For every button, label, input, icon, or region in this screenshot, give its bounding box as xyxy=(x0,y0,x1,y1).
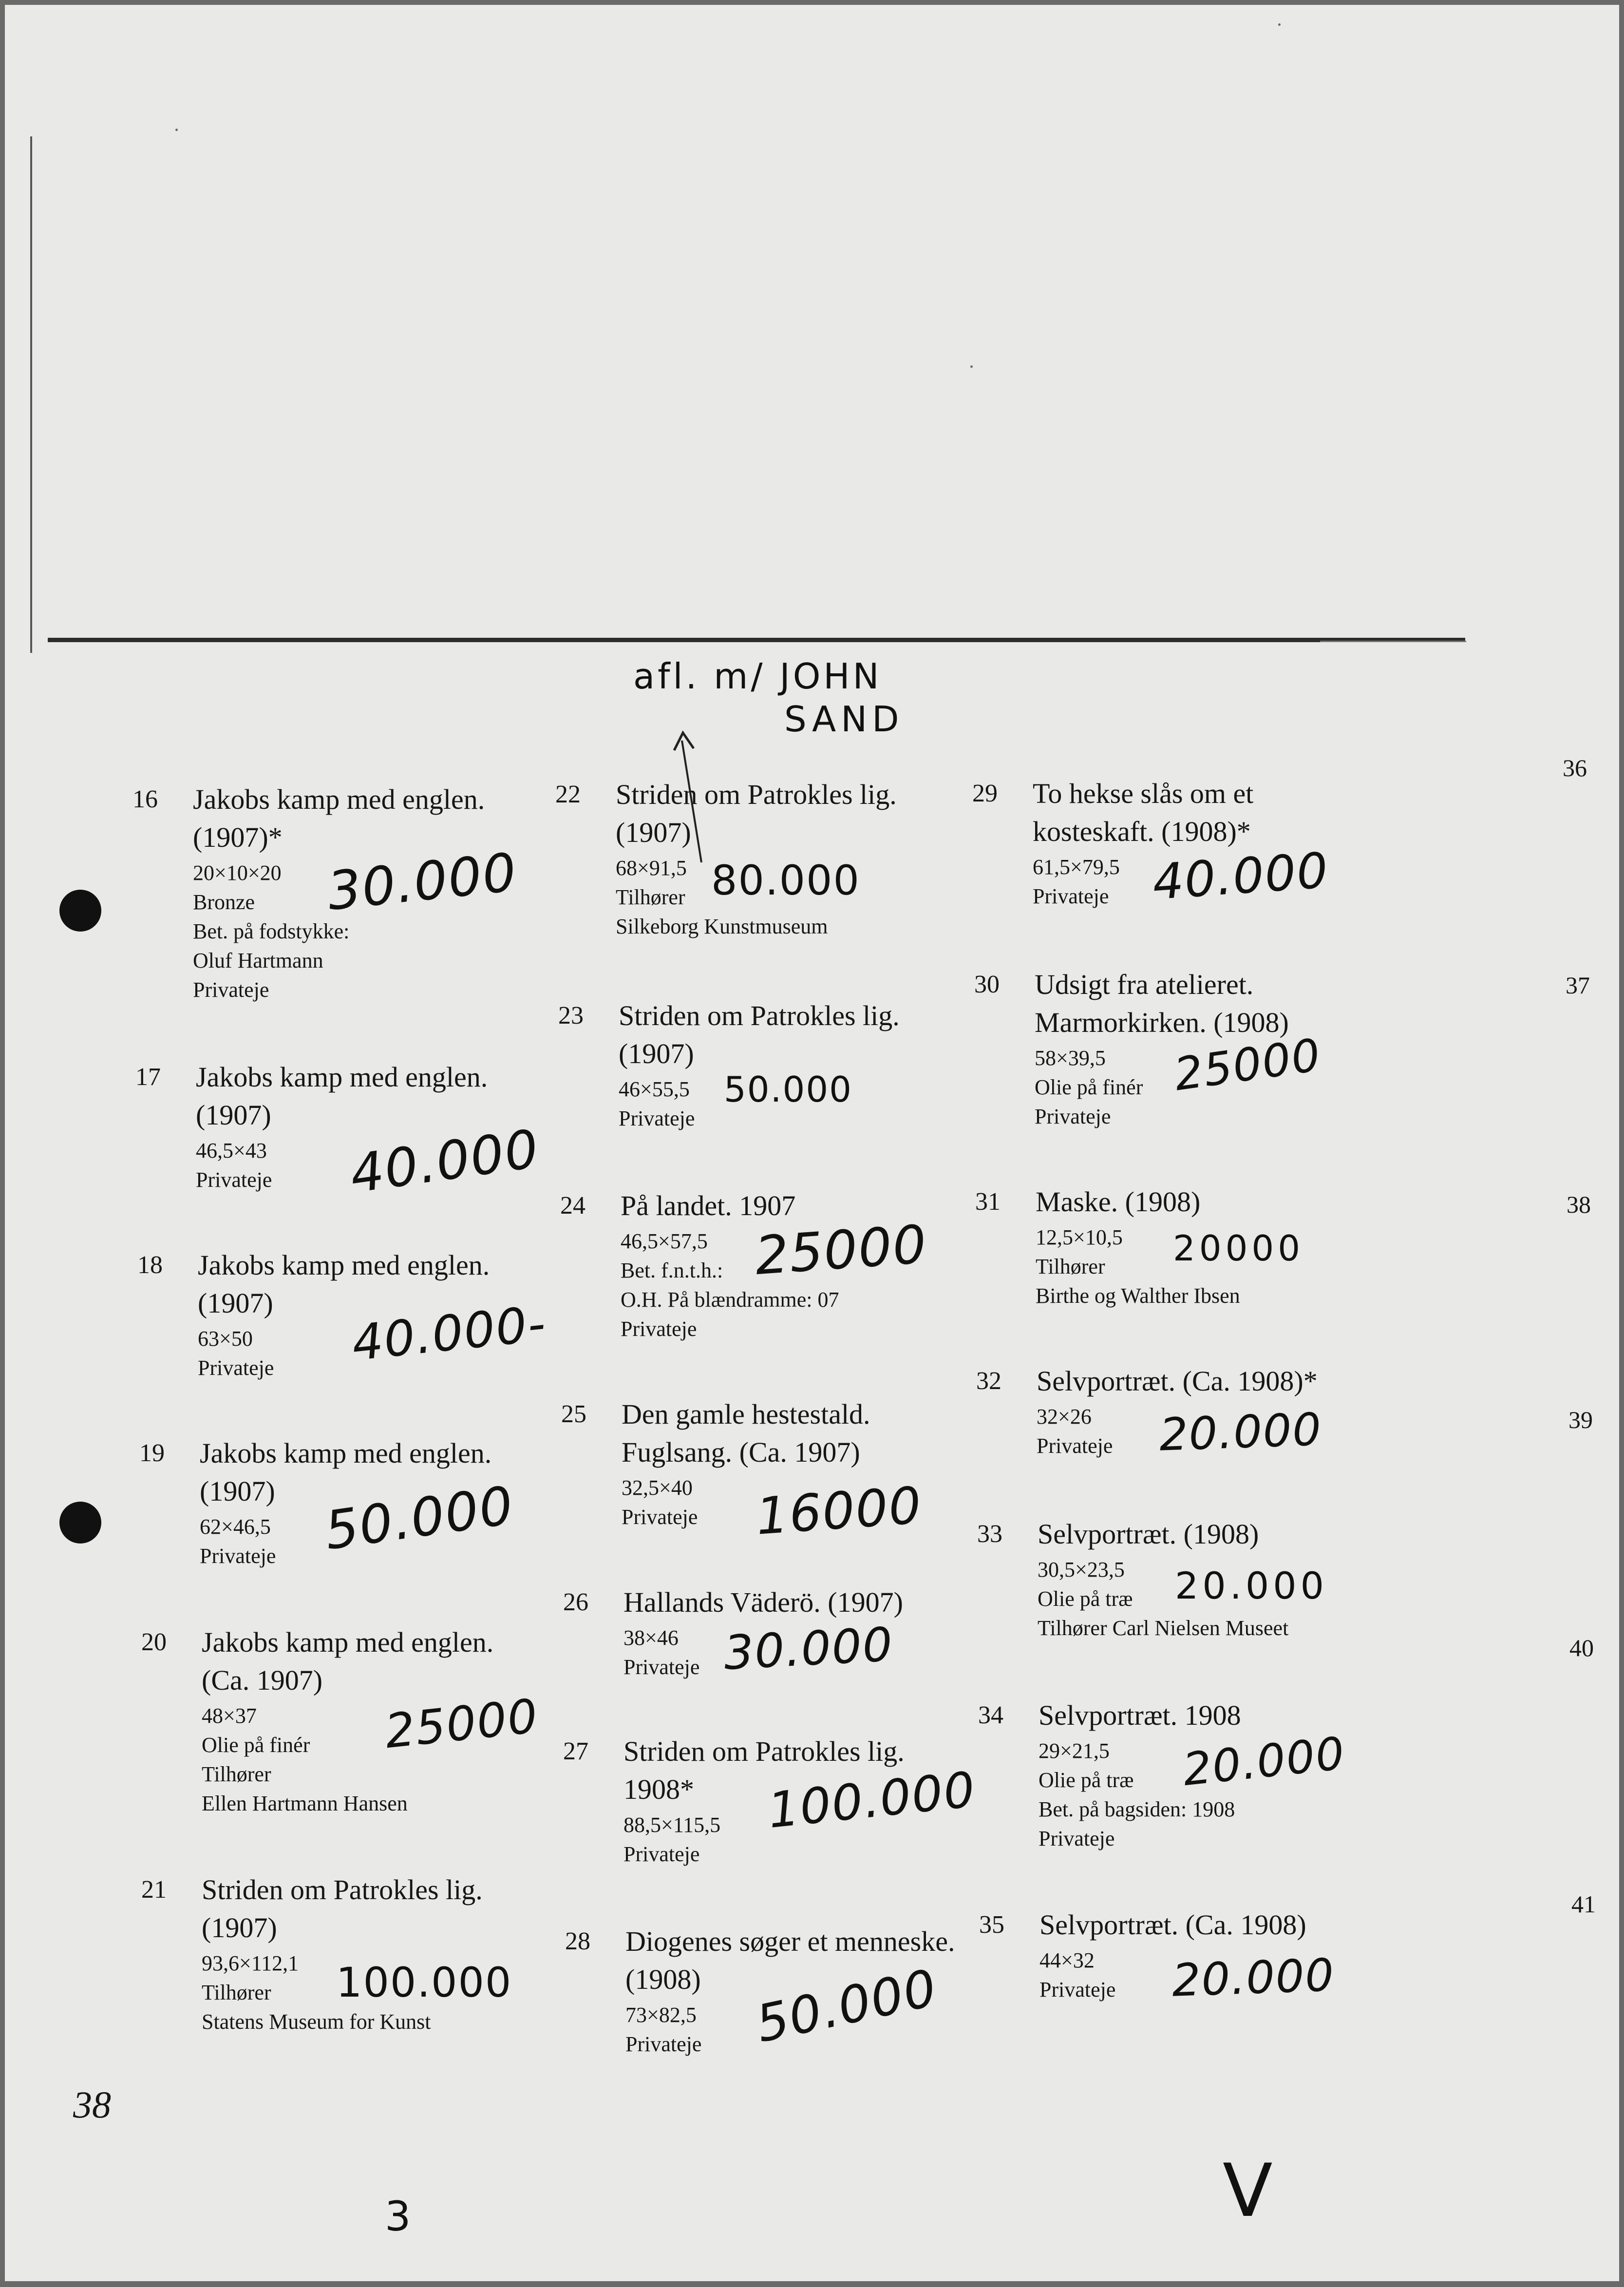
entry-info-line: 30,5×23,5 xyxy=(1038,1558,1125,1582)
handwritten-mark: 3 xyxy=(385,2192,411,2240)
entry-info-line: 12,5×10,5 xyxy=(1036,1225,1123,1249)
handwritten-price: 25000 xyxy=(1171,1029,1324,1101)
entry-title: Striden om Patrokles lig. 1908* xyxy=(623,1735,905,1805)
reference-number: 39 xyxy=(1568,1406,1593,1433)
entry-number: 23 xyxy=(558,1002,584,1029)
entry-number: 21 xyxy=(141,1876,167,1904)
entry-info-line: Olie på træ xyxy=(1039,1768,1134,1792)
entry-info-line: Tilhører Carl Nielsen Museet xyxy=(1038,1616,1289,1640)
handwritten-price: 100.000 xyxy=(765,1760,979,1840)
entry-info-line: 38×46 xyxy=(623,1626,679,1650)
entry-title: Den gamle hestestald. Fuglsang. (Ca. 1907) xyxy=(622,1398,870,1468)
entry-number: 25 xyxy=(561,1400,586,1428)
entry-info-line: Privateje xyxy=(622,1505,698,1529)
handwritten-price: 20.000 xyxy=(1171,1949,1336,2007)
handwritten-price: 50.000 xyxy=(751,1958,943,2054)
entry-number: 20 xyxy=(141,1628,167,1656)
entry-number: 22 xyxy=(555,781,581,808)
entry-info-line: Privateje xyxy=(1037,1434,1113,1458)
handwritten-annotation-line2: SAND xyxy=(784,699,904,740)
punch-hole xyxy=(59,890,101,932)
entry-number: 34 xyxy=(978,1701,1003,1729)
entry-info-line: O.H. På blændramme: 07 xyxy=(621,1288,839,1312)
entry-info-line: Tilhører xyxy=(616,885,685,909)
handwritten-price: 40.000 xyxy=(1151,841,1331,911)
entry-info-line: 48×37 xyxy=(202,1704,257,1728)
handwritten-price: 20.000 xyxy=(1158,1403,1323,1461)
handwritten-price: 80.000 xyxy=(711,857,860,904)
entry-info-line: Olie på træ xyxy=(1038,1587,1133,1611)
speck xyxy=(1278,23,1281,26)
entry-number: 32 xyxy=(976,1367,1001,1395)
entry-info-line: Bet. på bagsiden: 1908 xyxy=(1039,1797,1235,1821)
entry-number: 18 xyxy=(137,1251,163,1279)
entry-title: Maske. (1908) xyxy=(1036,1186,1201,1218)
handwritten-price: 20.000 xyxy=(1180,1727,1348,1796)
handwritten-annotation-line1: afl. m/ JOHN xyxy=(633,656,882,697)
entry-info-line: 29×21,5 xyxy=(1039,1739,1110,1763)
entry-title: Selvportræt. (1908) xyxy=(1038,1518,1259,1550)
entry-title: Selvportræt. (Ca. 1908) xyxy=(1039,1909,1306,1941)
entry-info-line: 46,5×43 xyxy=(196,1139,267,1163)
entry-title: Striden om Patrokles lig. (1907) xyxy=(616,779,897,848)
document-page xyxy=(5,5,1619,2281)
entry-info-line: Privateje xyxy=(198,1356,274,1380)
entry-info-line: Olie på finér xyxy=(1035,1075,1143,1099)
entry-number: 31 xyxy=(975,1188,1001,1216)
entry-title: Selvportræt. 1908 xyxy=(1039,1699,1241,1731)
entry-title: Jakobs kamp med englen. (1907) xyxy=(196,1061,488,1131)
entry-info-line: Bet. på fodstykke: xyxy=(193,919,350,943)
entry-title: Jakobs kamp med englen. (Ca. 1907) xyxy=(202,1626,494,1696)
entry-number: 19 xyxy=(139,1439,165,1467)
entry-info-line: 68×91,5 xyxy=(616,856,687,880)
handwritten-price: 20000 xyxy=(1173,1228,1304,1269)
handwritten-price: 25000 xyxy=(382,1688,541,1759)
handwritten-price: 16000 xyxy=(754,1475,924,1546)
entry-number: 30 xyxy=(974,971,1000,998)
handwritten-price: 40.000 xyxy=(346,1118,543,1205)
entry-number: 17 xyxy=(135,1063,161,1091)
entry-title: Jakobs kamp med englen. (1907) xyxy=(200,1437,492,1507)
handwritten-price: 40.000- xyxy=(349,1295,549,1372)
entry-info-line: Privateje xyxy=(196,1168,272,1192)
entry-number: 26 xyxy=(563,1588,588,1616)
entry-info-line: Tilhører xyxy=(202,1762,271,1786)
entry-title: Jakobs kamp med englen. (1907)* xyxy=(193,783,485,853)
handwritten-price: 50.000 xyxy=(724,1069,852,1110)
entry-info-line: 46×55,5 xyxy=(619,1077,690,1101)
entry-info-line: Privateje xyxy=(623,1655,700,1679)
entry-info-line: Privateje xyxy=(1039,1827,1115,1850)
handwritten-price: 100.000 xyxy=(336,1959,512,2006)
entry-info-line: Birthe og Walther Ibsen xyxy=(1036,1284,1240,1308)
handwritten-price: 20.000 xyxy=(1175,1564,1328,1607)
speck xyxy=(970,365,973,368)
entry-title: Striden om Patrokles lig. (1907) xyxy=(202,1874,483,1944)
reference-number: 36 xyxy=(1563,754,1587,781)
entry-title: To hekse slås om et kosteskaft. (1908)* xyxy=(1033,778,1254,847)
entry-info-line: Privateje xyxy=(623,1842,700,1866)
entry-number: 35 xyxy=(979,1911,1004,1939)
handwritten-price: 50.000 xyxy=(321,1475,518,1562)
entry-info-line: Privateje xyxy=(1035,1105,1111,1128)
entry-info-line: Privateje xyxy=(619,1106,695,1130)
entry-info-line: 73×82,5 xyxy=(625,2003,697,2027)
entry-info-line: Bronze xyxy=(193,890,255,914)
entry-info-line: 20×10×20 xyxy=(193,861,282,885)
entry-info-line: Statens Museum for Kunst xyxy=(202,2010,431,2034)
entry-info-line: 88,5×115,5 xyxy=(623,1813,721,1837)
entry-title: Udsigt fra atelieret. Marmorkirken. (1908) xyxy=(1035,969,1289,1038)
scan-edge-mark xyxy=(30,136,32,653)
entry-info-line: 61,5×79,5 xyxy=(1033,855,1120,879)
entry-info-line: Privateje xyxy=(1039,1978,1116,2001)
page-number: 38 xyxy=(73,2083,111,2126)
entry-info-line: 63×50 xyxy=(198,1327,253,1351)
entry-info-line: 46,5×57,5 xyxy=(621,1229,708,1253)
entry-info-line: Oluf Hartmann xyxy=(193,949,323,972)
handwritten-price: 30.000 xyxy=(324,841,520,923)
entry-info-line: Olie på finér xyxy=(202,1733,310,1757)
entry-info-line: Privateje xyxy=(200,1544,276,1568)
horizontal-rule-tail xyxy=(1320,641,1466,642)
entry-info-line: Privateje xyxy=(193,978,269,1002)
entry-info-line: 44×32 xyxy=(1039,1948,1095,1972)
entry-info-line: 32×26 xyxy=(1037,1405,1092,1429)
entry-info-line: Privateje xyxy=(621,1317,697,1341)
entry-info-line: 32,5×40 xyxy=(622,1476,693,1500)
entry-info-line: 93,6×112,1 xyxy=(202,1951,299,1975)
reference-number: 37 xyxy=(1566,972,1590,999)
entry-info-line: Privateje xyxy=(1033,884,1109,908)
reference-number: 38 xyxy=(1567,1191,1591,1218)
entry-info-line: 62×46,5 xyxy=(200,1515,271,1539)
reference-number: 41 xyxy=(1571,1890,1596,1918)
handwritten-checkmark: V xyxy=(1223,2149,1273,2233)
entry-number: 29 xyxy=(972,780,998,807)
entry-title: Selvportræt. (Ca. 1908)* xyxy=(1037,1365,1318,1397)
entry-title: Hallands Väderö. (1907) xyxy=(623,1586,903,1618)
entry-info-line: Privateje xyxy=(625,2032,702,2056)
entry-number: 33 xyxy=(977,1520,1002,1548)
entry-title: Diogenes søger et menneske. (1908) xyxy=(625,1925,955,1995)
entry-info-line: Tilhører xyxy=(1036,1255,1105,1278)
handwritten-price: 30.000 xyxy=(722,1617,895,1681)
handwritten-price: 25000 xyxy=(753,1214,929,1287)
entry-title: På landet. 1907 xyxy=(621,1190,796,1221)
horizontal-rule xyxy=(48,638,1465,642)
entry-title: Striden om Patrokles lig. (1907) xyxy=(619,1000,900,1069)
punch-hole xyxy=(59,1502,101,1544)
entry-number: 28 xyxy=(565,1927,590,1955)
entry-number: 27 xyxy=(563,1737,588,1765)
entry-number: 16 xyxy=(132,785,158,813)
entry-number: 24 xyxy=(560,1192,585,1220)
entry-info-line: Ellen Hartmann Hansen xyxy=(202,1791,408,1815)
entry-info-line: Bet. f.n.t.h.: xyxy=(621,1258,723,1282)
entry-info-line: Silkeborg Kunstmuseum xyxy=(616,915,828,938)
entry-info-line: 58×39,5 xyxy=(1035,1046,1106,1070)
entry-info-line: Tilhører xyxy=(202,1981,271,2004)
entry-title: Jakobs kamp med englen. (1907) xyxy=(198,1249,490,1319)
speck xyxy=(175,129,178,131)
reference-number: 40 xyxy=(1569,1634,1594,1661)
